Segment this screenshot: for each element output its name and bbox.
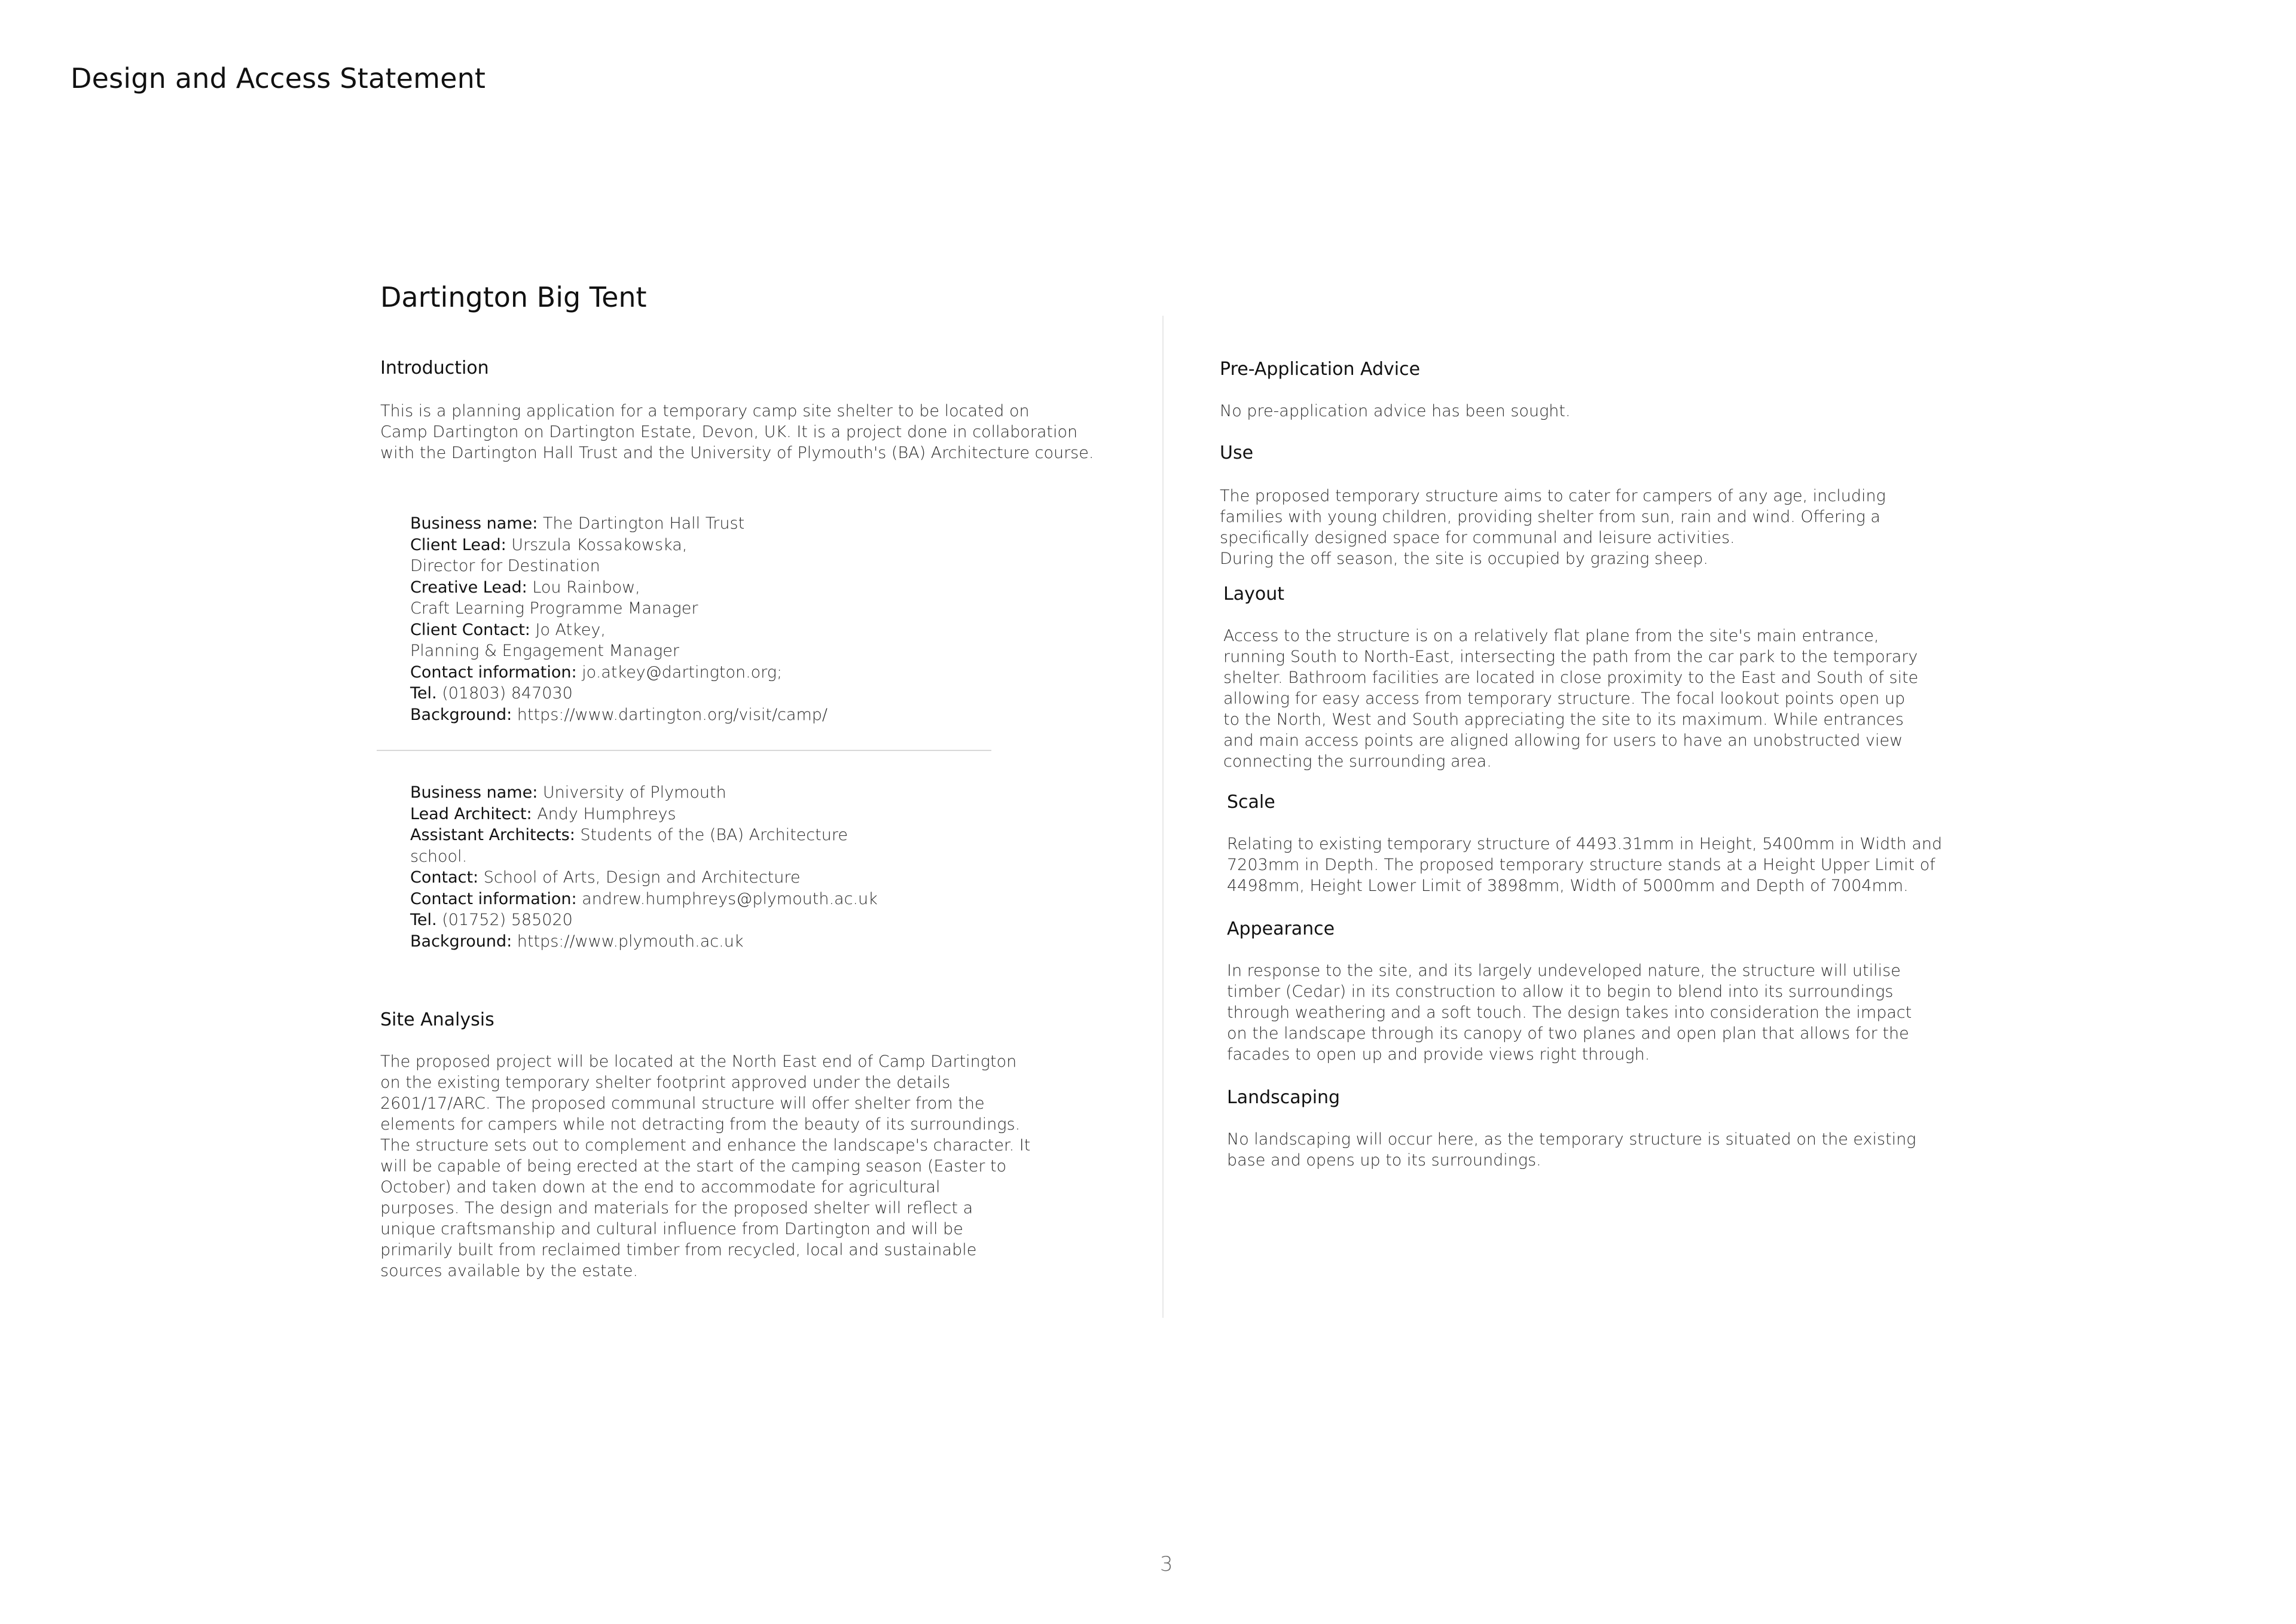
detail-row	[410, 598, 828, 619]
detail-key: Contact:	[410, 868, 479, 887]
scale-paragraph	[1227, 834, 1942, 896]
detail-value: school.	[410, 847, 468, 866]
paragraph-line: 4498mm, Height Lower Limit of 3898mm, Width of 5000mm and Depth of 7004mm.	[1227, 877, 1909, 895]
detail-value: andrew.humphreys@plymouth.ac.uk	[576, 889, 878, 908]
detail-key: Client Contact:	[410, 620, 530, 639]
detail-row	[410, 513, 828, 535]
paragraph-line: The structure sets out to complement and enhance the landscape's character. It	[380, 1136, 1031, 1155]
scale-heading: Scale	[1227, 792, 1275, 813]
detail-key: Assistant Architects:	[410, 826, 575, 844]
paragraph-line: elements for campers while not detracting from the beauty of its surroundings.	[380, 1115, 1021, 1134]
paragraph-line: 7203mm in Depth. The proposed temporary structure stands at a Height Upper Limit of	[1227, 856, 1935, 874]
paragraph-line: No landscaping will occur here, as the temporary structure is situated on the existing	[1227, 1130, 1916, 1149]
detail-key: Tel.	[410, 684, 437, 703]
paragraph-line: running South to North-East, intersecting the path from the car park to the temporary	[1223, 648, 1918, 666]
detail-key: Creative Lead:	[410, 578, 527, 597]
paragraph-line: unique craftsmanship and cultural influence from Dartington and will be	[380, 1220, 963, 1238]
detail-row	[410, 846, 878, 868]
detail-row	[410, 662, 828, 683]
detail-row	[410, 535, 828, 556]
appearance-heading: Appearance	[1227, 918, 1335, 939]
detail-key: Tel.	[410, 911, 437, 929]
paragraph-line: The proposed temporary structure aims to cater for campers of any age, including	[1220, 487, 1886, 505]
detail-value: Lou Rainbow,	[527, 578, 640, 597]
column-divider	[1162, 316, 1164, 1318]
detail-value: Craft Learning Programme Manager	[410, 599, 698, 618]
detail-value: Jo Atkey,	[530, 620, 606, 639]
layout-paragraph	[1223, 625, 1918, 772]
paragraph-line: shelter. Bathroom facilities are located in close proximity to the East and South of site	[1223, 668, 1919, 687]
paragraph-line: No pre-application advice has been sought.	[1220, 402, 1571, 420]
paragraph-line: and main access points are aligned allowing for users to have an unobstructed view	[1223, 731, 1903, 750]
detail-row	[410, 704, 828, 726]
detail-row	[410, 683, 828, 704]
detail-value: (01752) 585020	[436, 911, 573, 929]
paragraph-line: facades to open up and provide views right through.	[1227, 1045, 1650, 1064]
paragraph-line: In response to the site, and its largely undeveloped nature, the structure will utilise	[1227, 961, 1901, 980]
client-details	[410, 513, 828, 725]
use-paragraph	[1220, 486, 1886, 569]
detail-row	[410, 909, 878, 931]
detail-value: University of Plymouth	[538, 783, 726, 802]
use-heading: Use	[1220, 442, 1254, 463]
paragraph-line: sources available by the estate.	[380, 1262, 638, 1280]
detail-row	[410, 804, 878, 825]
detail-key: Business name:	[410, 783, 538, 802]
detail-key: Background:	[410, 705, 512, 724]
site-analysis-paragraph	[380, 1051, 1030, 1281]
detail-value: Urszula Kossakowska,	[506, 535, 688, 554]
paragraph-line: timber (Cedar) in its construction to allow it to begin to blend into its surroundings	[1227, 982, 1894, 1001]
landscaping-heading: Landscaping	[1227, 1087, 1341, 1108]
detail-row	[410, 867, 878, 889]
paragraph-line: The proposed project will be located at the North East end of Camp Dartington	[380, 1052, 1017, 1071]
pre-application-paragraph	[1220, 401, 1571, 422]
detail-row	[410, 577, 828, 599]
paragraph-line: specifically designed space for communal and leisure activities.	[1220, 529, 1735, 547]
paragraph-line: purposes. The design and materials for the proposed shelter will reflect a	[380, 1199, 973, 1217]
detail-value: Planning & Engagement Manager	[410, 642, 679, 660]
detail-value: School of Arts, Design and Architecture	[478, 868, 801, 887]
detail-row	[410, 619, 828, 641]
detail-value: (01803) 847030	[436, 684, 573, 703]
detail-value: Students of the (BA) Architecture	[575, 826, 848, 844]
paragraph-line: on the landscape through its canopy of two planes and open plan that allows for the	[1227, 1024, 1909, 1043]
layout-heading: Layout	[1223, 584, 1284, 605]
document-header: Design and Access Statement	[71, 62, 486, 94]
university-details	[410, 782, 878, 952]
introduction-heading: Introduction	[380, 358, 489, 378]
paragraph-line: will be capable of being erected at the start of the camping season (Easter to	[380, 1157, 1007, 1176]
detail-key: Contact information:	[410, 889, 577, 908]
detail-value: https://www.plymouth.ac.uk	[512, 932, 744, 951]
paragraph-line: allowing for easy access from temporary structure. The focal lookout points open up	[1223, 689, 1906, 708]
paragraph-line: to the North, West and South appreciating the site to its maximum. While entrances	[1223, 710, 1904, 729]
paragraph-line: This is a planning application for a temporary camp site shelter to be located on	[380, 402, 1030, 420]
detail-value: https://www.dartington.org/visit/camp/	[512, 705, 828, 724]
section-divider	[377, 750, 991, 751]
paragraph-line: Relating to existing temporary structure of 4493.31mm in Height, 5400mm in Width and	[1227, 835, 1943, 853]
detail-row	[410, 825, 878, 846]
paragraph-line: families with young children, providing shelter from sun, rain and wind. Offering a	[1220, 508, 1880, 526]
detail-value: The Dartington Hall Trust	[538, 514, 745, 533]
paragraph-line: October) and taken down at the end to accommodate for agricultural	[380, 1178, 941, 1196]
paragraph-line: Camp Dartington on Dartington Estate, Devon, UK. It is a project done in collaboration	[380, 423, 1078, 441]
detail-row	[410, 782, 878, 804]
detail-value: Andy Humphreys	[532, 804, 676, 823]
detail-value: jo.atkey@dartington.org;	[576, 663, 783, 682]
paragraph-line: During the off season, the site is occupied by grazing sheep.	[1220, 550, 1709, 568]
page-number: 3	[1160, 1552, 1173, 1576]
paragraph-line: through weathering and a soft touch. The design takes into consideration the impact	[1227, 1003, 1912, 1022]
detail-key: Business name:	[410, 514, 538, 533]
paragraph-line: with the Dartington Hall Trust and the University of Plymouth's (BA) Architecture course.	[380, 444, 1094, 462]
paragraph-line: Access to the structure is on a relatively flat plane from the site's main entrance,	[1223, 627, 1879, 645]
detail-key: Contact information:	[410, 663, 577, 682]
detail-key: Client Lead:	[410, 535, 506, 554]
detail-row	[410, 931, 878, 953]
paragraph-line: 2601/17/ARC. The proposed communal structure will offer shelter from the	[380, 1094, 985, 1113]
detail-value: Director for Destination	[410, 557, 600, 575]
detail-row	[410, 555, 828, 577]
landscaping-paragraph	[1227, 1129, 1916, 1171]
page-title: Dartington Big Tent	[380, 281, 647, 313]
introduction-paragraph	[380, 401, 1094, 463]
pre-application-heading: Pre-Application Advice	[1220, 359, 1421, 380]
paragraph-line: base and opens up to its surroundings.	[1227, 1151, 1541, 1170]
detail-row	[410, 640, 828, 662]
paragraph-line: primarily built from reclaimed timber from recycled, local and sustainable	[380, 1241, 977, 1259]
site-analysis-heading: Site Analysis	[380, 1009, 494, 1030]
paragraph-line: on the existing temporary shelter footprint approved under the details	[380, 1073, 951, 1092]
appearance-paragraph	[1227, 960, 1912, 1065]
detail-row	[410, 889, 878, 910]
detail-key: Lead Architect:	[410, 804, 532, 823]
paragraph-line: connecting the surrounding area.	[1223, 752, 1492, 771]
detail-key: Background:	[410, 932, 512, 951]
